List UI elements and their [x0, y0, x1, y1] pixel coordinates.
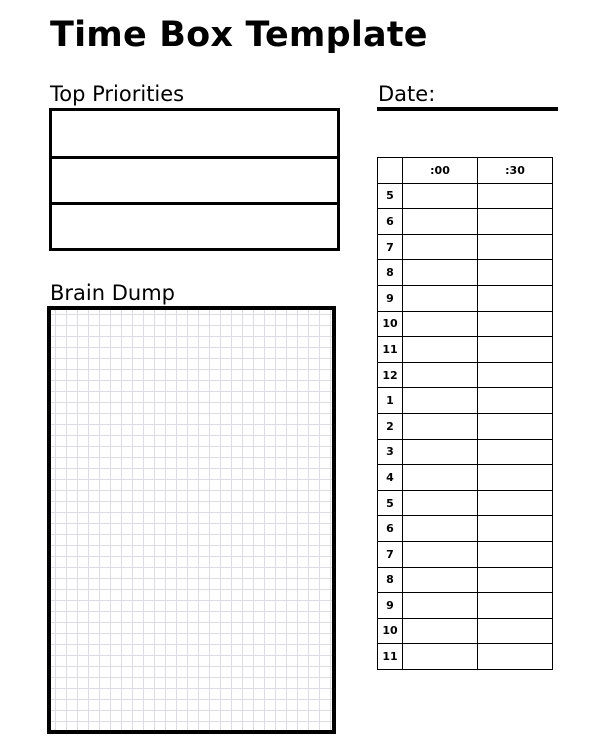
schedule-slot-30[interactable] [478, 388, 553, 414]
schedule-row [378, 593, 553, 619]
schedule-hour-label: 3 [378, 439, 403, 465]
schedule-header-row [378, 158, 553, 184]
schedule-slot-30[interactable] [478, 362, 553, 388]
schedule-row [378, 413, 553, 439]
schedule-slot-30[interactable] [478, 541, 553, 567]
schedule-slot-30[interactable] [478, 413, 553, 439]
schedule-hour-label: 6 [378, 516, 403, 542]
priority-field-1[interactable] [52, 111, 337, 155]
schedule-slot-30[interactable] [478, 618, 553, 644]
schedule-slot-00[interactable] [403, 311, 478, 337]
schedule-hour-label: 8 [378, 260, 403, 286]
schedule-slot-00[interactable] [403, 516, 478, 542]
schedule-slot-00[interactable] [403, 183, 478, 209]
schedule-slot-30[interactable] [478, 644, 553, 670]
brain-dump-grid[interactable] [47, 306, 336, 734]
schedule-row [378, 465, 553, 491]
schedule-slot-00[interactable] [403, 618, 478, 644]
schedule-row [378, 567, 553, 593]
schedule-hour-label: 10 [378, 311, 403, 337]
schedule-slot-30[interactable] [478, 567, 553, 593]
schedule-hour-label: 12 [378, 362, 403, 388]
schedule-row [378, 209, 553, 235]
schedule-row [378, 388, 553, 414]
schedule-slot-00[interactable] [403, 439, 478, 465]
schedule-row [378, 541, 553, 567]
schedule-hour-label: 9 [378, 593, 403, 619]
schedule-slot-00[interactable] [403, 362, 478, 388]
schedule-slot-00[interactable] [403, 490, 478, 516]
schedule-row [378, 183, 553, 209]
schedule-hour-label: 11 [378, 337, 403, 363]
date-field[interactable] [377, 107, 558, 111]
schedule-row [378, 618, 553, 644]
schedule-hour-label: 4 [378, 465, 403, 491]
schedule-slot-00[interactable] [403, 337, 478, 363]
schedule-row [378, 516, 553, 542]
top-priorities-label: Top Priorities [50, 82, 185, 106]
schedule-slot-30[interactable] [478, 209, 553, 235]
schedule-slot-30[interactable] [478, 311, 553, 337]
schedule-row [378, 439, 553, 465]
top-priorities-box [49, 108, 340, 251]
schedule-slot-00[interactable] [403, 593, 478, 619]
priority-field-2[interactable] [52, 156, 337, 200]
schedule-slot-30[interactable] [478, 285, 553, 311]
schedule-slot-00[interactable] [403, 567, 478, 593]
schedule-slot-30[interactable] [478, 465, 553, 491]
date-label: Date: [378, 82, 436, 106]
schedule-hour-label: 1 [378, 388, 403, 414]
schedule-header-corner [378, 158, 403, 184]
schedule-slot-30[interactable] [478, 593, 553, 619]
schedule-slot-00[interactable] [403, 388, 478, 414]
schedule-hour-label: 2 [378, 413, 403, 439]
schedule-slot-00[interactable] [403, 413, 478, 439]
schedule-slot-00[interactable] [403, 209, 478, 235]
schedule-hour-label: 7 [378, 234, 403, 260]
brain-dump-label: Brain Dump [50, 281, 175, 305]
schedule-slot-00[interactable] [403, 234, 478, 260]
schedule-row [378, 234, 553, 260]
schedule-row [378, 337, 553, 363]
schedule-slot-30[interactable] [478, 490, 553, 516]
schedule-slot-30[interactable] [478, 260, 553, 286]
schedule-slot-00[interactable] [403, 541, 478, 567]
schedule-header-00: :00 [403, 158, 478, 184]
schedule-slot-30[interactable] [478, 439, 553, 465]
schedule-row [378, 362, 553, 388]
schedule-hour-label: 10 [378, 618, 403, 644]
schedule-hour-label: 5 [378, 183, 403, 209]
page-title: Time Box Template [50, 15, 428, 55]
time-schedule-table [377, 157, 553, 670]
schedule-slot-00[interactable] [403, 260, 478, 286]
schedule-slot-30[interactable] [478, 516, 553, 542]
schedule-slot-30[interactable] [478, 234, 553, 260]
schedule-row [378, 285, 553, 311]
schedule-hour-label: 7 [378, 541, 403, 567]
schedule-slot-00[interactable] [403, 285, 478, 311]
schedule-header-30: :30 [478, 158, 553, 184]
schedule-row [378, 644, 553, 670]
schedule-hour-label: 8 [378, 567, 403, 593]
schedule-hour-label: 11 [378, 644, 403, 670]
schedule-slot-30[interactable] [478, 183, 553, 209]
schedule-slot-30[interactable] [478, 337, 553, 363]
schedule-hour-label: 5 [378, 490, 403, 516]
priority-field-3[interactable] [52, 202, 337, 246]
schedule-row [378, 311, 553, 337]
schedule-row [378, 260, 553, 286]
schedule-row [378, 490, 553, 516]
schedule-slot-00[interactable] [403, 644, 478, 670]
schedule-hour-label: 9 [378, 285, 403, 311]
schedule-slot-00[interactable] [403, 465, 478, 491]
schedule-hour-label: 6 [378, 209, 403, 235]
